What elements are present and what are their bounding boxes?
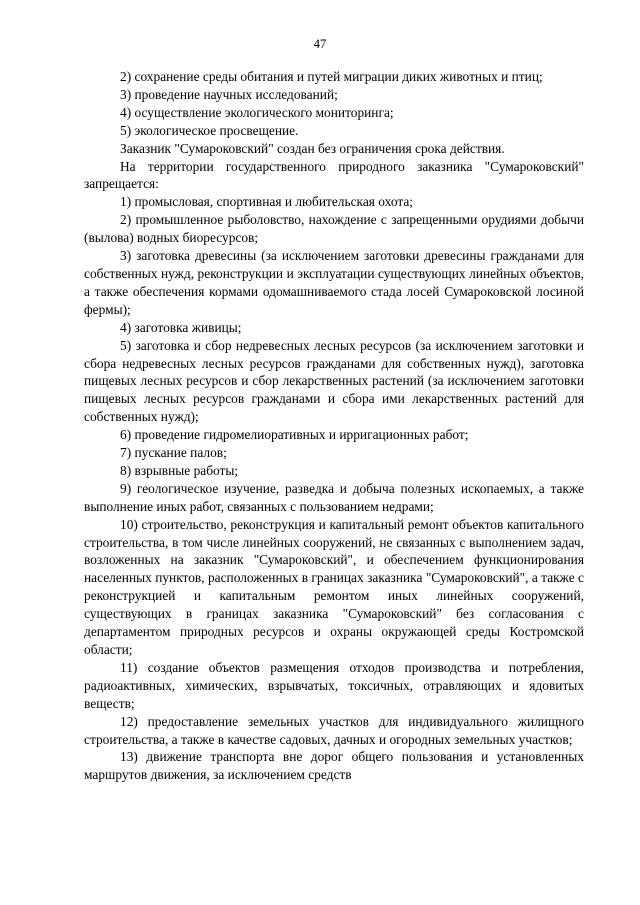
paragraph-non-timber: 5) заготовка и сбор недревесных лесных ресурсов (за исключением заготовки и сбора недревесных лесных ресурсов гражданами для собственных нужд), заготовка пищевых лесных ресурсов и сбор лекарственных растений (за исключением заготовки пищевых лесных ресурсов гражданами и сбора ими лекарственных растений для собственных нужд); [84,337,584,425]
paragraph-geology: 9) геологическое изучение, разведка и добыча полезных ископаемых, а также выполнение иных работ, связанных с пользованием недрами; [84,480,584,514]
paragraph-education: 5) экологическое просвещение. [120,122,299,138]
paragraph-research: 3) проведение научных исследований; [120,86,338,102]
paragraph-burning: 7) пускание палов; [120,445,227,461]
paragraph-blasting: 8) взрывные работы; [120,462,239,478]
paragraph-hunting: 1) промысловая, спортивная и любительская охота; [120,194,414,210]
paragraph-resin: 4) заготовка живицы; [120,319,242,335]
paragraph-duration: Заказник "Сумароковский" создан без ограничения срока действия. [120,140,505,156]
page-number: 47 [313,37,327,51]
paragraph-land: 12) предоставление земельных участков для индивидуального жилищного строительства, а также в качестве садовых, дачных и огородных земельных участков; [84,713,584,747]
paragraph-monitoring: 4) осуществление экологического мониторинга; [120,104,394,120]
paragraph-fishing: 2) промышленное рыболовство, нахождение с запрещенными орудиями добычи (вылова) водных биоресурсов; [84,212,584,246]
paragraph-construction: 10) строительство, реконструкция и капитальный ремонт объектов капитального строительства, в том числе линейных сооружений, не связанных с выполнением задач, возложенных на заказник "Сумароковский", и обеспечением функционирования населенных пунктов, расположенных в границах заказника "Сумароковский", а также с реконструкцией и капитальным ремонтом иных линейных сооружений, существующих в границах заказника "Сумароковский" без согласования с департаментом природных ресурсов и охраны окружающей среды Костромской области; [84,516,584,657]
paragraph-timber: 3) заготовка древесины (за исключением заготовки древесины гражданами для собственных нужд, реконструкции и эксплуатации существующих линейных объектов, а также обеспечения кормами одомашниваемого стада лосей Сумароковской лосиной фермы); [84,248,584,317]
paragraph-waste: 11) создание объектов размещения отходов производства и потребления, радиоактивных, химических, взрывчатых, токсичных, отравляющих и ядовитых веществ; [84,659,584,711]
paragraph-habitat-preservation: 2) сохранение среды обитания и путей миграции диких животных и птиц; [120,69,543,84]
paragraph-hydro: 6) проведение гидромелиоративных и ирригационных работ; [120,427,469,443]
document-body [84,68,584,784]
paragraph-transport: 13) движение транспорта вне дорог общего пользования и установленных маршрутов движения, за исключением средств [84,749,584,783]
paragraph-prohibitions-intro: На территории государственного природного заказника "Сумароковский" запрещается: [84,158,584,192]
